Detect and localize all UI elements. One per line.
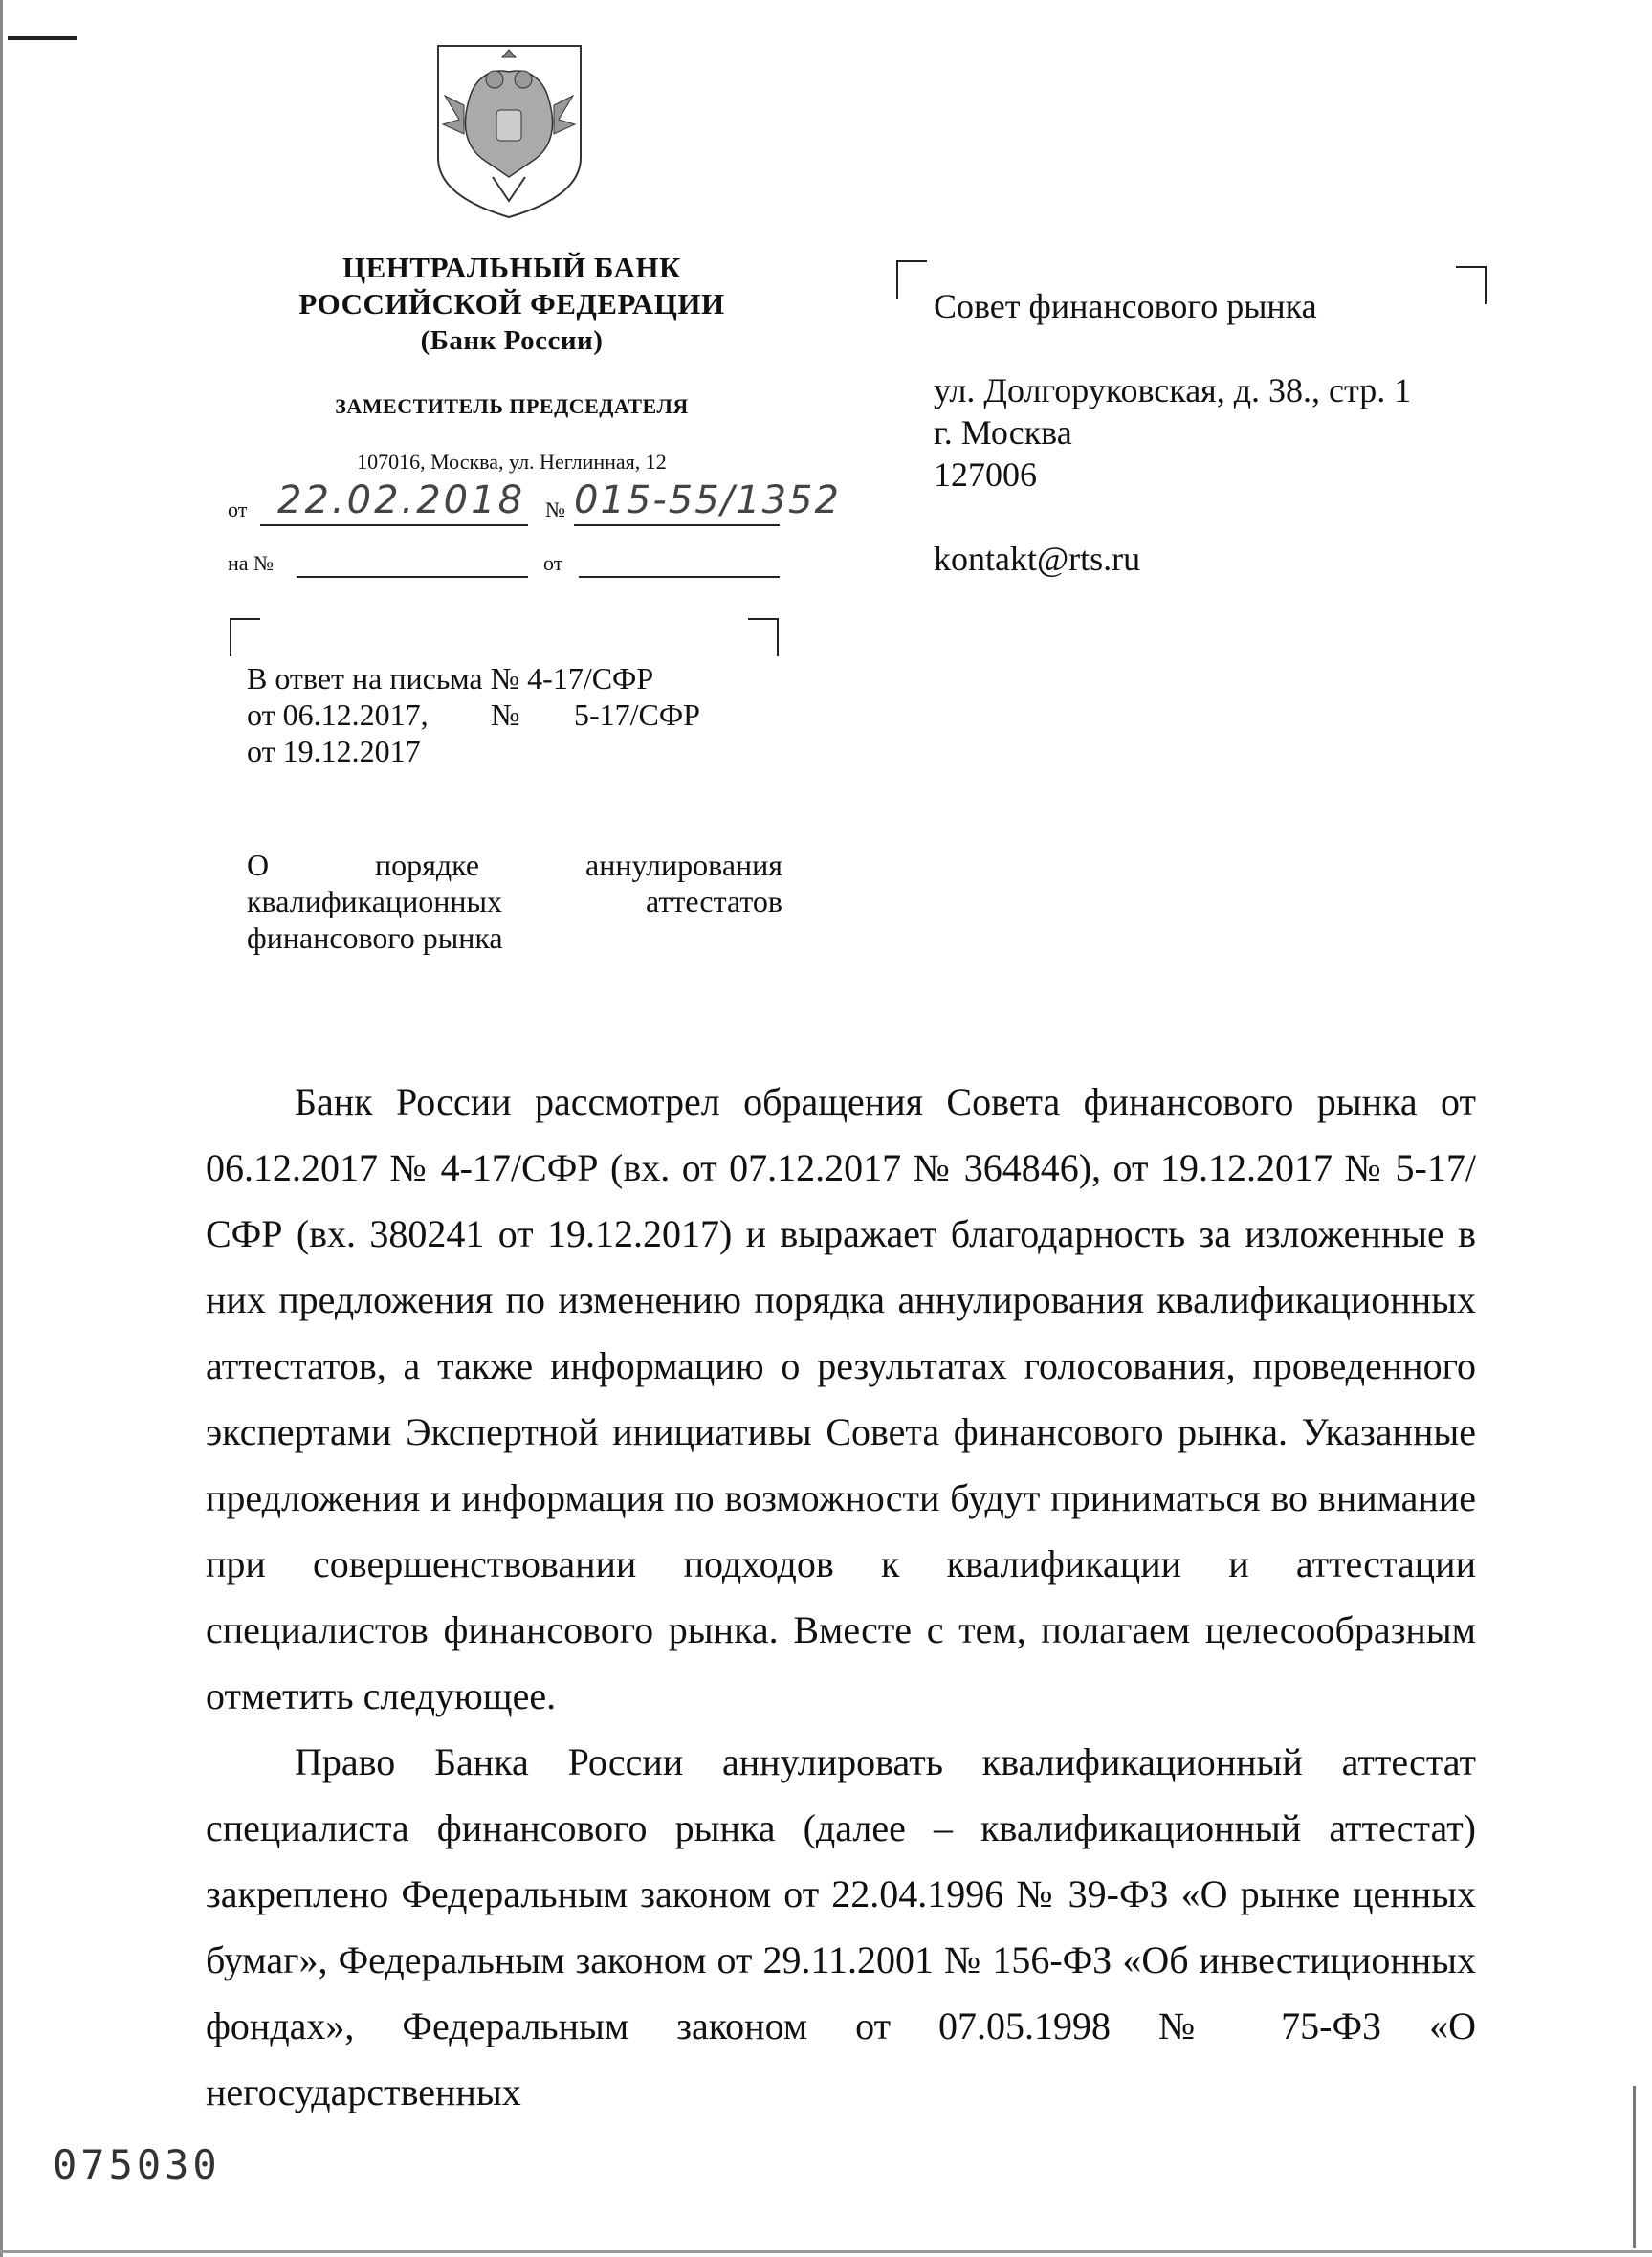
recipient-block [934,285,1469,580]
org-name-line2: РОССИЙСКОЙ ФЕДЕРАЦИИ [298,287,725,321]
reply-number-underline [297,576,528,578]
org-short-name: (Банк России) [420,325,604,356]
reference-line3: от 19.12.2017 [247,734,421,768]
scan-mark-right-edge [1633,2086,1636,2248]
outgoing-date-handwritten: 22.02.2018 [277,478,526,522]
subject-line2 [247,883,782,919]
outgoing-date-underline [260,524,528,526]
subject-line3: финансового рынка [247,920,503,955]
subject-line2-word2: аттестатов [646,884,782,918]
recipient-city: г. Москва [934,413,1072,452]
subject-line1-word3: аннулирования [585,848,782,882]
sender-address: 107016, Москва, ул. Неглинная, 12 [357,450,667,474]
letter-body [206,1069,1476,2125]
subject-line1-word1: О [247,848,270,882]
recipient-corner-left [896,260,927,299]
org-name-line1: ЦЕНТРАЛЬНЫЙ БАНК [341,251,681,284]
outgoing-number-underline [574,524,780,526]
form-serial-number: 075030 [53,2141,221,2188]
body-paragraph-1: Банк России рассмотрел обращения Совета финансового рынка от 06.12.2017 № 4-17/СФР (вх. от 07.12.2017 № 364846), от 19.12.2017 № 5-17/СФР (вх. 380241 от 19.12.2017) и выражает благодарность за изложенные в них предложения по изменению порядка аннулирования квалификационных аттестатов, а также информацию о результатах голосования, проведенного экспертами Экспертной инициативы Совета финансового рынка. Указанные предложения и информация по возможности будут приниматься во внимание при совершенствовании подходов к квалификации и аттестации специалистов финансового рынка. Вместе с тем, полагаем целесообразным отметить следующее. [206,1080,1476,1717]
subject-block [247,847,782,956]
reference-line2 [247,697,725,733]
recipient-postcode: 127006 [934,455,1037,494]
scan-mark-bottom-edge [0,2250,1652,2253]
reply-number-label: на № [228,551,275,575]
outgoing-date-label: от [228,498,248,521]
reply-date-underline [579,576,780,578]
subject-line2-word1: квалификационных [247,884,502,918]
reference-corner-right [748,618,779,656]
coat-of-arms-emblem [435,43,584,220]
reference-line1: В ответ на письма № 4-17/СФР [247,661,654,696]
body-paragraph-2: Право Банка России аннулировать квалификационный аттестат специалиста финансового рынка (далее – квалификационный аттестат) закреплено Федеральным законом от 22.04.1996 № 39-ФЗ «О рынке ценных бумаг», Федеральным законом от 29.11.2001 № 156-ФЗ «Об инвестиционных фондах», Федеральным законом от 07.05.1998 № 75-ФЗ «О негосударственных [206,1740,1476,2113]
scan-mark-left-edge [0,0,3,2257]
recipient-street: ул. Долгоруковская, д. 38., стр. 1 [934,371,1412,409]
reference-line2-number: 5-17/СФР [574,697,700,732]
outgoing-number-label: № [545,498,565,521]
reply-date-label: от [543,551,563,575]
outgoing-number-handwritten: 015-55/1352 [574,478,841,522]
sender-position: ЗАМЕСТИТЕЛЬ ПРЕДСЕДАТЕЛЯ [335,394,689,418]
subject-line1 [247,847,782,883]
reference-line2-number-sign: № [491,697,520,732]
subject-line1-word2: порядке [375,848,480,882]
reference-block [247,660,725,769]
reference-corner-left [230,618,260,656]
recipient-name: Совет финансового рынка [934,287,1317,325]
reference-line2-date: от 06.12.2017, [247,697,429,732]
scan-mark-top-left [8,36,77,40]
recipient-email: kontakt@rts.ru [934,540,1141,578]
